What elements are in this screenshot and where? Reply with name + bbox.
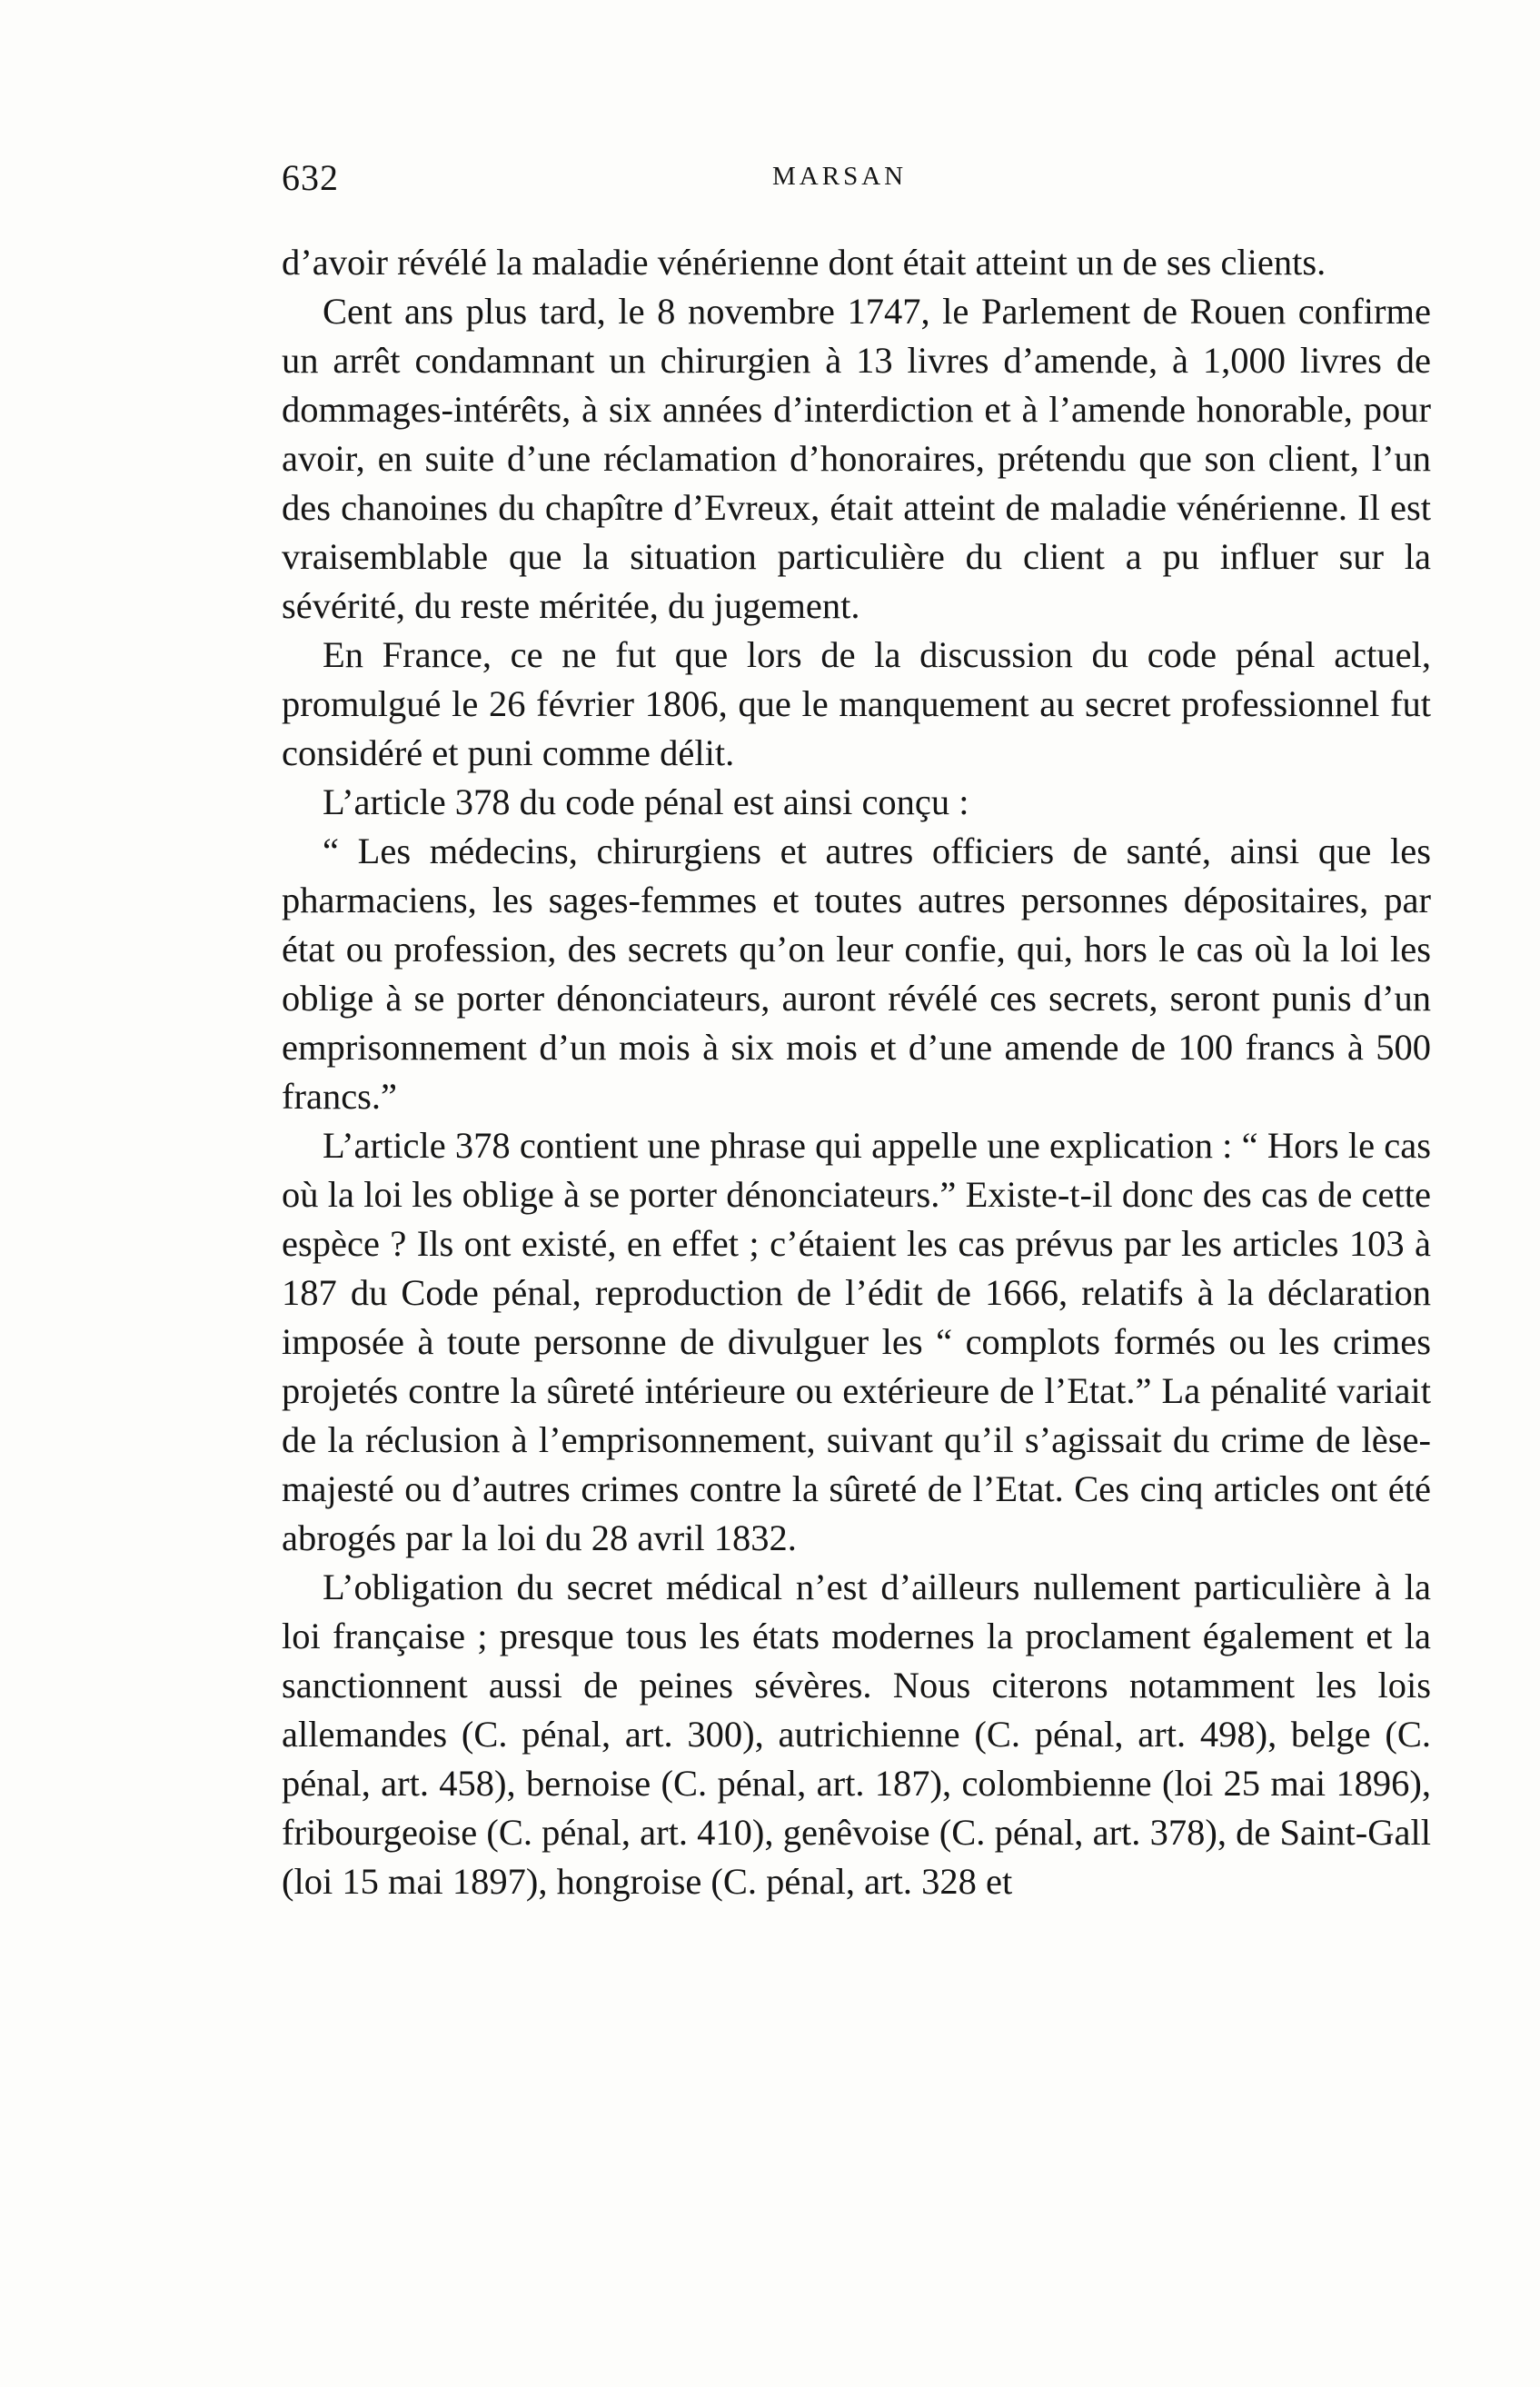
paragraph-article-378-quote: “ Les médecins, chirurgiens et autres officiers de santé, ainsi que les pharmaciens, les sages-femmes et toutes autres personnes dépositaires, par état ou profession, des secrets qu’on leur confie, qui, hors le cas où la loi les oblige à se porter dénonciateurs, auront révélé ces secrets, seront punis d’un emprisonnement d’un mois à six mois et d’une amende de 100 francs à 500 francs.” xyxy=(282,830,1431,1117)
body-text xyxy=(282,238,1431,1906)
running-title: MARSAN xyxy=(772,162,908,191)
paragraph-code-penal-1806: En France, ce ne fut que lors de la discussion du code pénal actuel, promulgué le 26 février 1806, que le manquement au secret professionnel fut considéré et puni comme délit. xyxy=(282,634,1431,773)
paragraph-continued: d’avoir révélé la maladie vénérienne dont était atteint un de ses clients. xyxy=(282,242,1326,283)
paragraph-foreign-laws: L’obligation du secret médical n’est d’ailleurs nullement particulière à la loi française ; presque tous les états modernes la proclament également et la sanctionnent aussi de peines sévères. Nous citerons notamment les lois allemandes (C. pénal, art. 300), autrichienne (C. pénal, art. 498), belge (C. pénal, art. 458), bernoise (C. pénal, art. 187), colombienne (loi 25 mai 1896), fribourgeoise (C. pénal, art. 410), genêvoise (C. pénal, art. 378), de Saint-Gall (loi 15 mai 1897), hongroise (C. pénal, art. 328 et xyxy=(282,1566,1431,1902)
running-head xyxy=(282,156,1431,211)
page-number: 632 xyxy=(282,157,339,198)
paragraph-article-378-intro: L’article 378 du code pénal est ainsi conçu : xyxy=(323,781,969,822)
paragraph-rouen-1747: Cent ans plus tard, le 8 novembre 1747, le Parlement de Rouen confirme un arrêt condamnant un chirurgien à 13 livres d’amende, à 1,000 livres de dommages-intérêts, à six années d’interdiction et à l’amende honorable, pour avoir, en suite d’une réclamation d’honoraires, prétendu que son client, l’un des chanoines du chapître d’Evreux, était atteint de maladie vénérienne. Il est vraisemblable que la situation particulière du client a pu influer sur la sévérité, du reste méritée, du jugement. xyxy=(282,291,1431,626)
paragraph-article-378-explanation: L’article 378 contient une phrase qui appelle une explication : “ Hors le cas où la loi les oblige à se porter dénonciateurs.” Existe-t-il donc des cas de cette espèce ? Ils ont existé, en effet ; c’étaient les cas prévus par les articles 103 à 187 du Code pénal, reproduction de l’édit de 1666, relatifs à la déclaration imposée à toute personne de divulguer les “ complots formés ou les crimes projetés contre la sûreté intérieure ou extérieure de l’Etat.” La pénalité variait de la réclusion à l’emprisonnement, suivant qu’il s’agissait du crime de lèse-majesté ou d’autres crimes contre la sûreté de l’Etat. Ces cinq articles ont été abrogés par la loi du 28 avril 1832. xyxy=(282,1125,1431,1558)
